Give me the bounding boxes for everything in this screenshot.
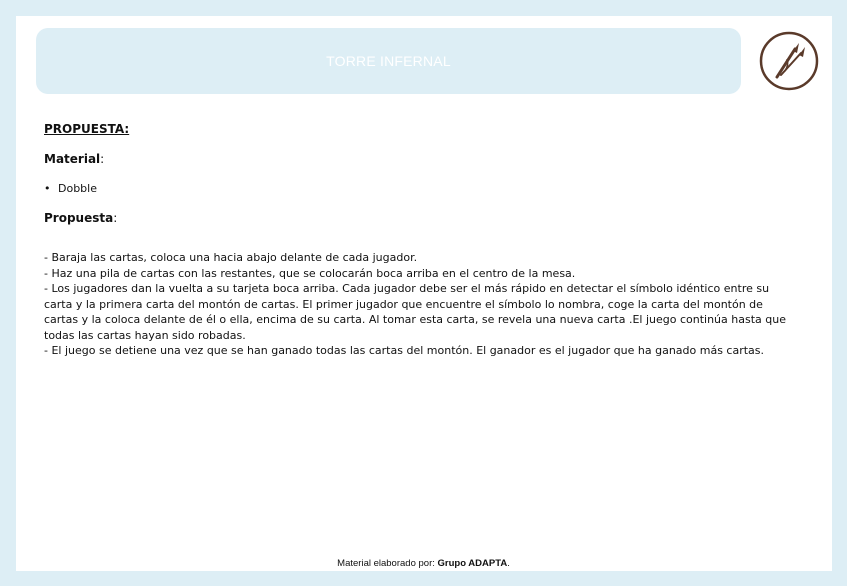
material-heading: Material: <box>44 151 105 166</box>
material-item-label: Dobble <box>58 182 97 195</box>
document-page <box>16 16 832 571</box>
propuesta-heading: Propuesta: <box>44 210 118 225</box>
steps-list <box>44 250 796 359</box>
page-title: TORRE INFERNAL <box>326 53 451 69</box>
brush-circle-logo-icon <box>759 31 819 91</box>
step-paragraph: - Los jugadores dan la vuelta a su tarjeta boca arriba. Cada jugador debe ser el más rápido en detectar el símbolo idéntico entre su carta y la primera carta del montón de cartas. El primer jugador que encuentre el símbolo lo nombra, coge la carta del montón de cartas y la coloca delante de él o ella, encima de su carta. Al tomar esta carta, se revela una nueva carta .El juego continúa hasta que todas las cartas hayan sido robadas. <box>44 282 786 342</box>
footer-suffix: . <box>507 558 510 569</box>
footer-credit <box>0 558 847 569</box>
step-paragraph: - El juego se detiene una vez que se han ganado todas las cartas del montón. El ganador es el jugador que ha ganado más cartas. <box>44 344 765 357</box>
footer-group: Grupo ADAPTA <box>437 558 508 569</box>
step-paragraph: - Baraja las cartas, coloca una hacia abajo delante de cada jugador. <box>44 251 418 264</box>
title-banner <box>36 28 741 94</box>
material-list <box>44 181 796 197</box>
bullet-icon: • <box>44 182 51 195</box>
list-item <box>44 181 796 197</box>
section-heading: PROPUESTA: <box>44 122 130 136</box>
document-content <box>44 122 796 359</box>
footer-prefix: Material elaborado por: <box>337 558 438 569</box>
step-paragraph: - Haz una pila de cartas con las restantes, que se colocarán boca arriba en el centro de la mesa. <box>44 266 576 280</box>
